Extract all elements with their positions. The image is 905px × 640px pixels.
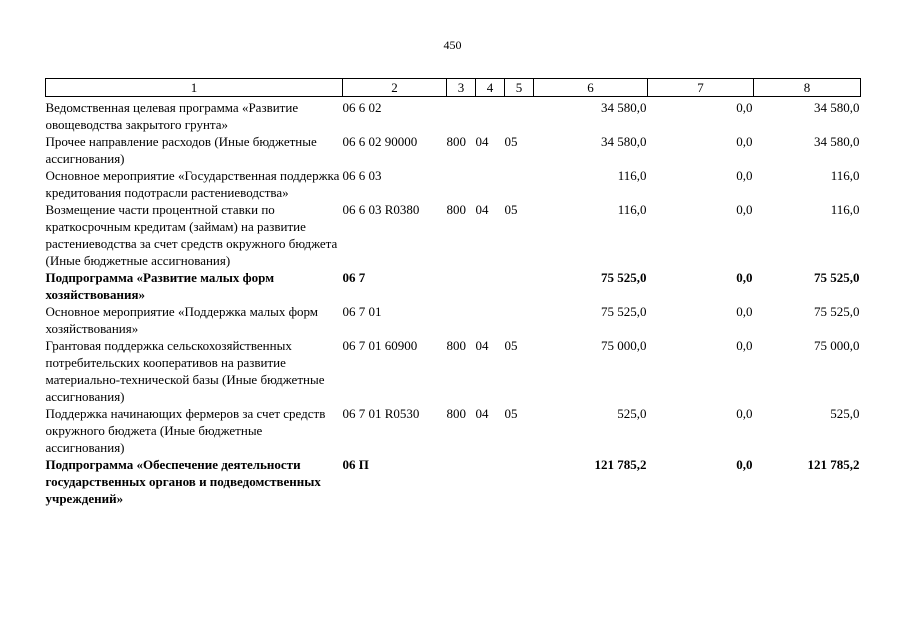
header-col-7: 7 [648,79,754,97]
table-row [46,303,861,337]
row-target-code: 06 7 01 R0530 [342,406,420,421]
row-federal: 0,0 [736,406,753,421]
table-row [46,167,861,201]
row-federal: 0,0 [736,202,753,217]
row-section: 04 [475,338,489,353]
row-total: 116,0 [617,168,647,183]
row-section: 04 [475,406,489,421]
row-expense-type [447,97,476,134]
row-section: 04 [475,134,489,149]
row-target-code: 06 7 01 60900 [342,338,418,353]
header-row [46,79,861,97]
row-federal: 0,0 [736,304,753,319]
row-subsection [505,97,534,134]
row-name: Основное мероприятие «Поддержка малых форм хозяйствования» [45,304,319,336]
row-subsection [505,303,534,337]
row-section [476,167,505,201]
row-name: Прочее направление расходов (Иные бюджетные ассигнования) [45,134,317,166]
row-subsection [505,167,534,201]
table-row [46,456,861,507]
row-name: Поддержка начинающих фермеров за счет средств окружного бюджета (Иные бюджетные ассигнования) [45,406,326,455]
table-row [46,133,861,167]
row-regional: 34 580,0 [814,134,860,149]
row-regional: 116,0 [830,202,860,217]
table-row [46,269,861,303]
header-col-8: 8 [754,79,861,97]
row-regional: 525,0 [830,406,860,421]
row-expense-type [447,167,476,201]
row-section [476,456,505,507]
row-subsection [505,269,534,303]
row-subsection [505,456,534,507]
row-section [476,269,505,303]
header-col-3: 3 [447,79,476,97]
row-name: Основное мероприятие «Государственная поддержка кредитования подотрасли растениеводства» [45,168,340,200]
row-expense-type: 800 [446,134,466,149]
row-expense-type [447,269,476,303]
row-regional: 75 000,0 [814,338,860,353]
row-total: 34 580,0 [601,100,647,115]
row-subsection: 05 [504,134,518,149]
table-row [46,97,861,134]
row-subsection: 05 [504,406,518,421]
row-section [476,97,505,134]
page-number: 450 [443,38,462,52]
row-target-code: 06 6 03 R0380 [342,202,420,217]
row-regional: 34 580,0 [814,100,860,115]
row-federal: 0,0 [736,270,753,285]
row-expense-type [447,456,476,507]
row-target-code: 06 7 [342,270,366,285]
row-name: Подпрограмма «Обеспечение деятельности государственных органов и подведомственных учреждений» [45,457,321,506]
row-total: 116,0 [617,202,647,217]
row-total: 75 000,0 [601,338,647,353]
row-total: 75 525,0 [601,270,647,285]
row-expense-type: 800 [446,406,466,421]
row-federal: 0,0 [736,338,753,353]
header-col-4: 4 [476,79,505,97]
row-name: Грантовая поддержка сельскохозяйственных потребительских кооперативов на развитие материально-технической базы (Иные бюджетные ассигнования) [45,338,325,404]
row-federal: 0,0 [736,134,753,149]
header-col-2: 2 [343,79,447,97]
row-subsection: 05 [504,202,518,217]
row-federal: 0,0 [736,457,753,472]
table-row [46,337,861,405]
row-regional: 121 785,2 [807,457,860,472]
row-target-code: 06 6 03 [342,168,382,183]
row-total: 121 785,2 [594,457,647,472]
row-total: 75 525,0 [601,304,647,319]
row-subsection: 05 [504,338,518,353]
header-col-1: 1 [46,79,343,97]
row-target-code: 06 6 02 90000 [342,134,418,149]
header-col-6: 6 [534,79,648,97]
row-federal: 0,0 [736,100,753,115]
row-target-code: 06 6 02 [342,100,382,115]
row-section: 04 [475,202,489,217]
row-name: Возмещение части процентной ставки по краткосрочным кредитам (займам) на развитие растениеводства за счет средств окружного бюджета (Иные бюджетные ассигнования) [45,202,338,268]
row-name: Подпрограмма «Развитие малых форм хозяйствования» [45,270,275,302]
row-federal: 0,0 [736,168,753,183]
row-target-code: 06 П [342,457,369,472]
row-target-code: 06 7 01 [342,304,382,319]
header-col-5: 5 [505,79,534,97]
row-total: 525,0 [617,406,647,421]
row-regional: 116,0 [830,168,860,183]
row-name: Ведомственная целевая программа «Развитие овощеводства закрытого грунта» [45,100,299,132]
row-regional: 75 525,0 [814,270,860,285]
table-row [46,405,861,456]
budget-table [45,78,861,507]
row-section [476,303,505,337]
row-regional: 75 525,0 [814,304,860,319]
table-row [46,201,861,269]
row-expense-type: 800 [446,338,466,353]
row-total: 34 580,0 [601,134,647,149]
row-expense-type: 800 [446,202,466,217]
row-expense-type [447,303,476,337]
